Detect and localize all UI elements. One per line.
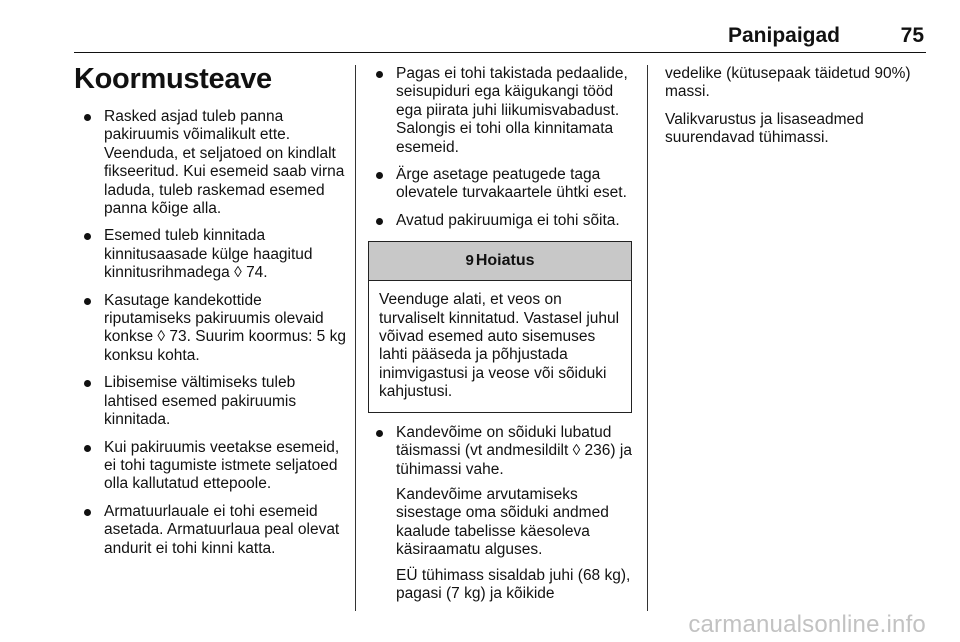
bullet-icon (84, 233, 91, 240)
warning-icon: 9 (465, 252, 474, 270)
warning-text: Veenduge alati, et veos on turvaliselt kinnitatud. Vastasel juhul võivad esemed auto sisemuses lahti pääseda ja põhjustada inimvigastusi ja veose või sõiduki kahjustusi. (379, 291, 620, 401)
paragraph: Valikvarustus ja lisaseadmed suurendavad tühimassi. (665, 110, 864, 147)
column-divider-left (355, 65, 356, 611)
bullet-icon (376, 218, 383, 225)
list-item: Kui pakiruumis veetakse esemeid, ei tohi tagumiste istmete seljatoed olla kallutatud ettepoole. (80, 439, 352, 494)
page-header (74, 0, 926, 53)
column-divider-right (647, 65, 648, 611)
list-item-paragraph: EÜ tühimass sisaldab juhi (68 kg), pagasi (7 kg) ja kõikide (396, 566, 631, 602)
warning-box (368, 241, 632, 412)
bullet-icon (84, 445, 91, 452)
list-item: Esemed tuleb kinnitada kinnitusaasade külge haagitud kinnitusrihmadega ◊ 74. (80, 227, 352, 282)
section-name: Panipaigad (727, 24, 840, 47)
paragraph: vedelike (kütusepaak täidetud 90%) massi. (665, 65, 911, 101)
page-number: 75 (900, 24, 924, 47)
list-item: Avatud pakiruumiga ei tohi sõita. (372, 212, 637, 230)
bullet-icon (84, 509, 91, 516)
bullet-icon (376, 71, 383, 78)
list-item: Ärge asetage peatugede taga olevatele turvakaartele ühtki eset. (372, 166, 637, 203)
list-item: Pagas ei tohi takistada pedaalide, seisupiduri ega käigukangi tööd ega piirata juhi liikumisvabadust. Salongis ei tohi olla kinnitamata esemeid. (372, 65, 637, 157)
bullet-icon (84, 380, 91, 387)
list-item: Libisemise vältimiseks tuleb lahtised esemed pakiruumis kinnitada. (80, 374, 352, 429)
list-item: Kasutage kandekottide riputamiseks pakiruumis olevaid konkse ◊ 73. Suurim koormus: 5 kg konksu kohta. (80, 292, 352, 366)
column-2 (372, 65, 637, 612)
warning-heading: 9 Hoiatus (369, 242, 631, 281)
list-item: Kandevõime on sõiduki lubatud täismassi (vt andmesildilt ◊ 236) ja tühimassi vahe. Kandevõime arvutamiseks sisestage oma sõiduki andmed kaalude tabelisse käesoleva käsiraamatu alguses. EÜ tühimass sisaldab juhi (68 kg), pagasi (7 kg) ja kõikide (372, 424, 637, 604)
column-3 (665, 65, 927, 157)
list-item: Armatuurlauale ei tohi esemeid asetada. Armatuurlaua peal olevat andurit ei tohi kinni katta. (80, 503, 352, 558)
list-item: Rasked asjad tuleb panna pakiruumis võimalikult ette. Veenduda, et seljatoed on kindlalt fikseeritud. Kui esemeid saab virna laduda, tuleb raskemad esemed panna kõige alla. (80, 108, 352, 218)
bullet-icon (376, 430, 383, 437)
footer-watermark: carmanualsonline.info (688, 611, 926, 638)
column-1 (80, 108, 352, 567)
bullet-icon (84, 298, 91, 305)
page-title: Koormusteave (74, 63, 272, 95)
bullet-icon (376, 172, 383, 179)
bullet-icon (84, 114, 91, 121)
list-item-paragraph: Kandevõime arvutamiseks sisestage oma sõiduki andmed kaalude tabelisse käesoleva käsiraamatu alguses. (396, 485, 609, 559)
